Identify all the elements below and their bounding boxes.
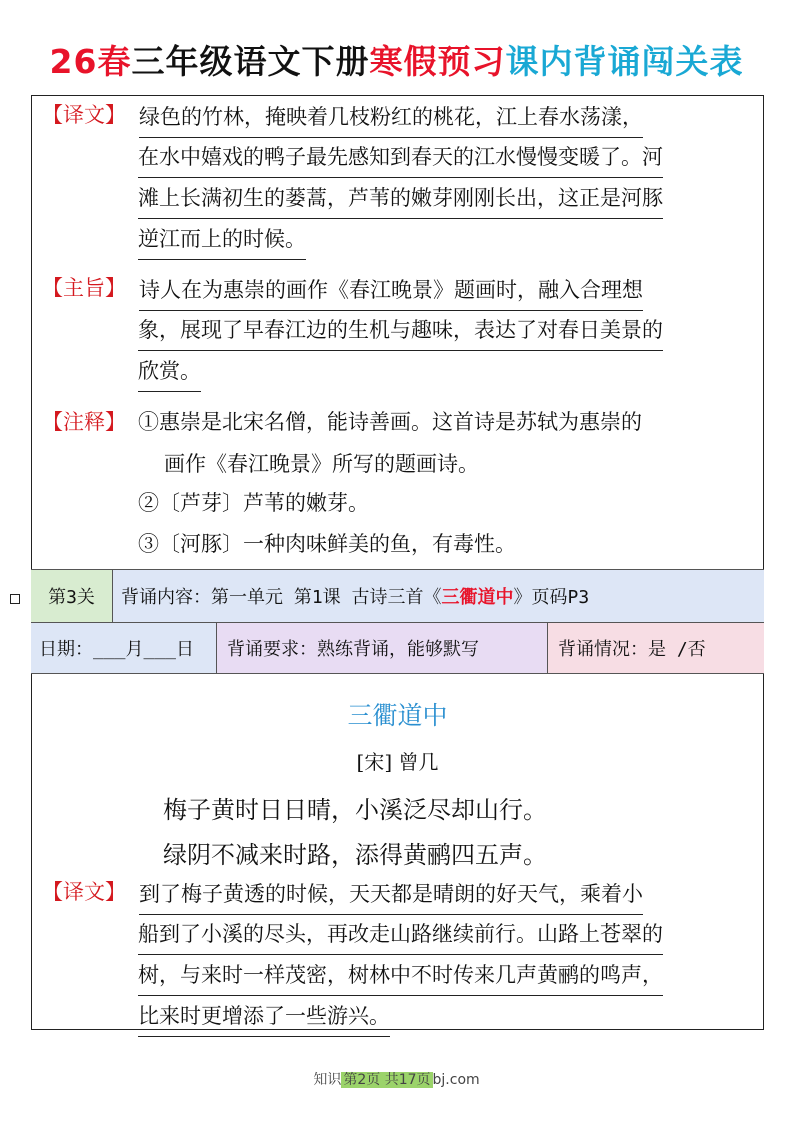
poem-line: 绿阴不减来时路，添得黄鹂四五声。 <box>163 841 547 869</box>
level-content <box>113 570 764 622</box>
status-field[interactable]: 背诵情况：是 /否 <box>548 623 764 673</box>
requirement-text: 背诵要求：熟练背诵，能够默写 <box>217 623 548 673</box>
content-suffix: 》页码P3 <box>513 587 590 608</box>
theme-line: 象，展现了早春江边的生机与趣味，表达了对春日美景的 <box>138 310 663 351</box>
theme-tag: 【主旨】 <box>42 276 126 300</box>
content-title: 三衢道中 <box>441 587 514 608</box>
title-year: 26春 <box>49 42 132 81</box>
translation-tag: 【译文】 <box>42 880 126 904</box>
title-preview: 寒假预习 <box>369 42 506 81</box>
footer-right: bj.com <box>432 1072 480 1088</box>
translation-line: 到了梅子黄透的时候，天天都是晴朗的好天气，乘着小 <box>139 874 643 915</box>
level-row <box>31 569 764 622</box>
translation-tag: 【译文】 <box>42 103 126 127</box>
note-item: ①惠崇是北宋名僧，能诗善画。这首诗是苏轼为惠崇的 <box>138 410 642 434</box>
translation-line: 滩上长满初生的蒌蒿，芦苇的嫩芽刚刚长出，这正是河豚 <box>138 178 663 219</box>
poem-author: [宋] 曾几 <box>356 750 439 774</box>
page-title <box>0 36 793 83</box>
translation-line: 逆江而上的时候。 <box>138 219 306 260</box>
translation-line: 树，与来时一样茂密，树林中不时传来几声黄鹂的鸣声， <box>138 955 663 996</box>
page-number: 第2页 共17页 <box>343 1072 431 1088</box>
requirement-row <box>31 622 764 674</box>
notes-tag: 【注释】 <box>42 410 126 434</box>
date-field[interactable]: 日期：___月___日 <box>31 623 217 673</box>
theme-line: 诗人在为惠崇的画作《春江晚景》题画时，融入合理想 <box>139 270 643 311</box>
title-grade: 三年级语文下册 <box>131 42 370 81</box>
level-label: 第3关 <box>31 570 113 622</box>
poem-title: 三衢道中 <box>347 701 448 730</box>
note-item: ③〔河豚〕一种肉味鲜美的鱼，有毒性。 <box>138 532 516 556</box>
translation-line: 船到了小溪的尽头，再改走山路继续前行。山路上苍翠的 <box>138 914 663 955</box>
page-footer <box>0 1069 793 1089</box>
checkbox-marker <box>10 594 20 604</box>
translation-line: 绿色的竹林，掩映着几枝粉红的桃花，江上春水荡漾， <box>139 97 643 138</box>
title-table: 课内背诵闯关表 <box>505 42 744 81</box>
note-item: ②〔芦芽〕芦苇的嫩芽。 <box>138 491 369 515</box>
note-item: 画作《春江晚景》所写的题画诗。 <box>164 452 479 476</box>
content-prefix: 背诵内容：第一单元 第1课 古诗三首《 <box>121 587 442 608</box>
theme-line: 欣赏。 <box>138 351 201 392</box>
footer-left: 知识 <box>313 1072 342 1088</box>
translation-line: 比来时更增添了一些游兴。 <box>138 996 390 1037</box>
poem-line: 梅子黄时日日晴，小溪泛尽却山行。 <box>163 796 547 824</box>
translation-line: 在水中嬉戏的鸭子最先感知到春天的江水慢慢变暖了。河 <box>138 137 663 178</box>
